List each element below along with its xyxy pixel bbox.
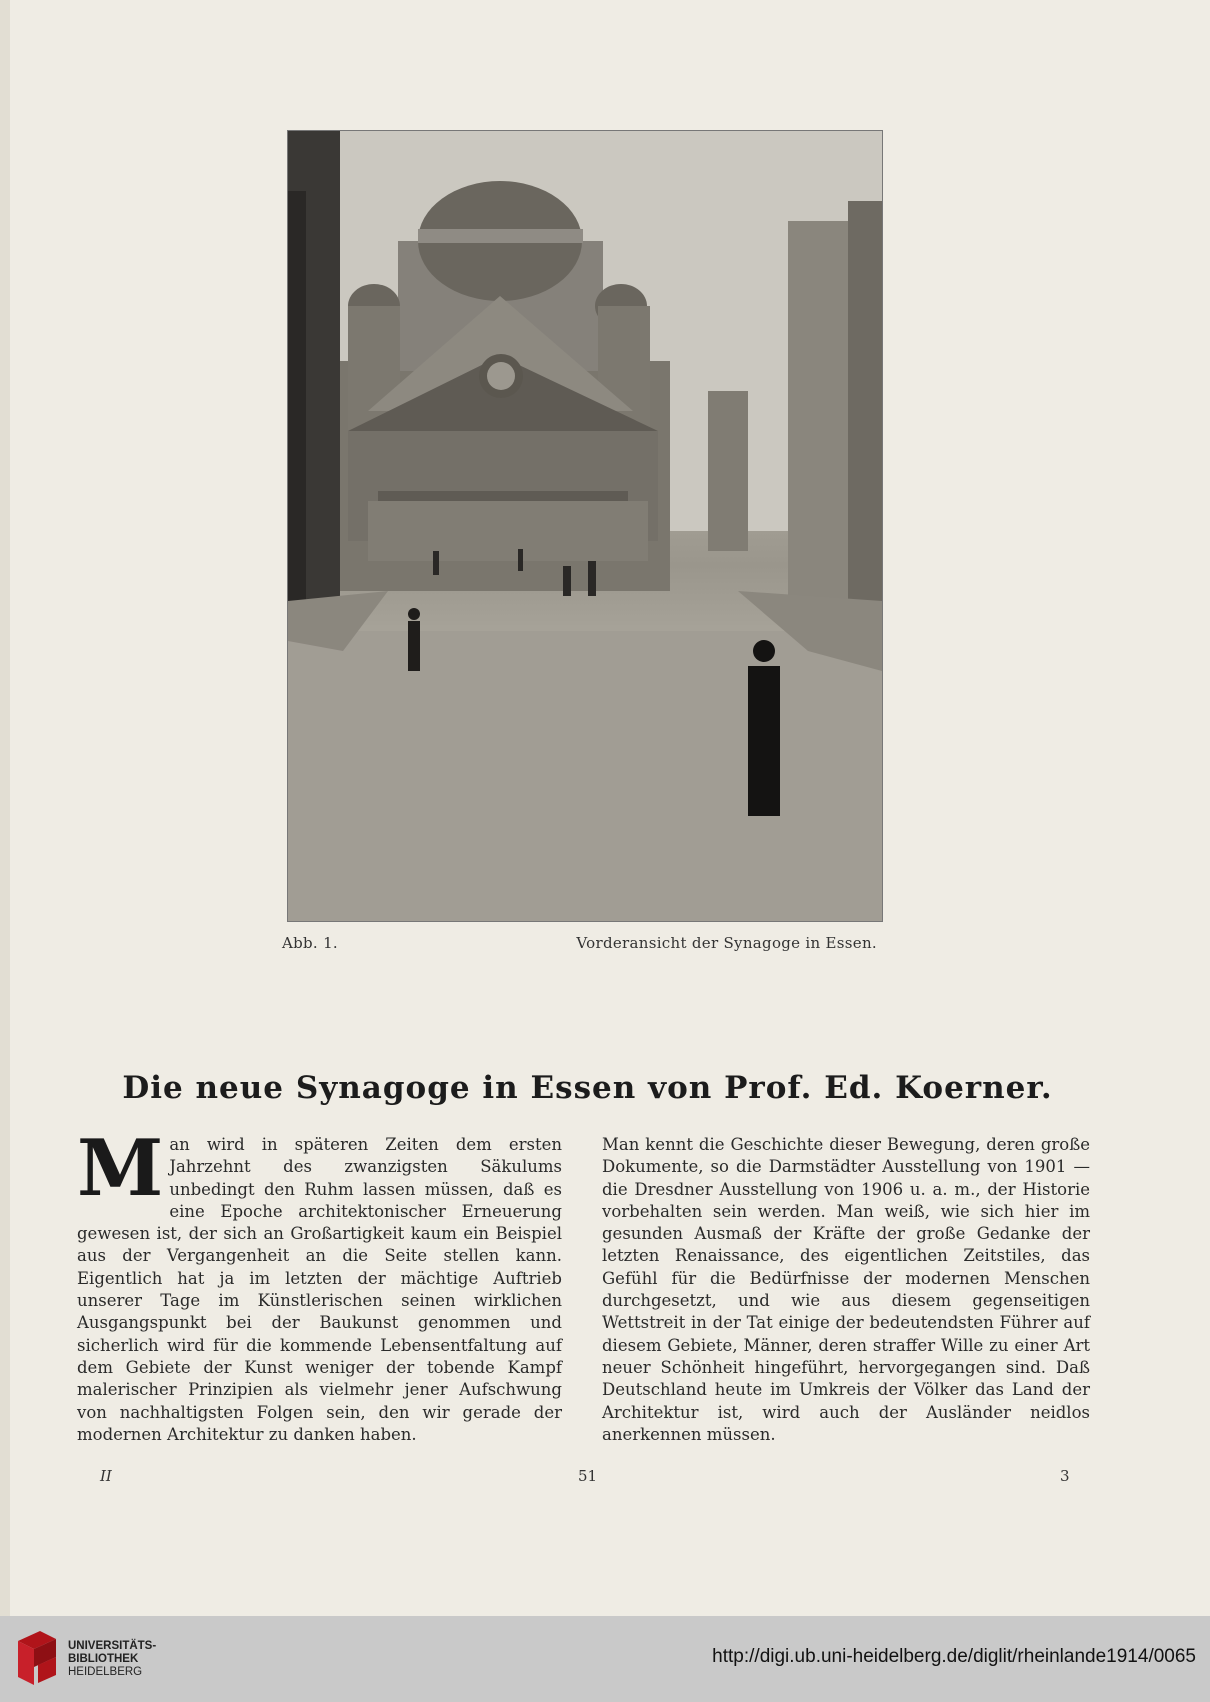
library-line-2: BIBLIOTHEK	[68, 1653, 139, 1665]
viewer-footer	[0, 1616, 1210, 1702]
page-number: 51	[578, 1467, 598, 1485]
sheet-number: 3	[1060, 1467, 1070, 1485]
library-line-1: UNIVERSITÄTS-	[68, 1640, 157, 1652]
figure-caption: Vorderansicht der Synagoge in Essen.	[576, 934, 877, 952]
page-edge	[0, 0, 10, 1616]
right-column-text: Man kennt die Geschichte dieser Bewegung, deren große Dokumente, so die Darmstädter Ausstellung von 1901 — die Dresdner Ausstellung von 1906 u. a. m., der Historie vorbehalten sein werden. Man weiß, wie sich hier im gesunden Ausmaß der Kräfte der große Gedanke der letzten Renaissance, des eigentlichen Zeitstiles, das Gefühl für die Bedürfnisse der modernen Menschen durchgesetzt, und wie aus diesem gegenseitigen Wettstreit in der Tat einige der bedeutendsten Führer auf diesem Gebiete, Männer, deren straffer Wille zu einer Art neuer Schönheit hingeführt, hervorgegangen sind. Daß Deutschland heute im Umkreis der Völker das Land der Architektur ist, wird auch der Ausländer neidlos anerkennen müssen.	[602, 1135, 1090, 1444]
library-line-3: HEIDELBERG	[68, 1666, 143, 1678]
article-title: Die neue Synagoge in Essen von Prof. Ed. Koerner.	[122, 1070, 1053, 1106]
library-name[interactable]	[68, 1640, 156, 1679]
left-column-text: an wird in späteren Zeiten dem ersten Jahrzehnt des zwanzigsten Säkulums unbedingt den Ruhm lassen müssen, daß es eine Epoche architektonischer Erneuerung gewesen ist, der sich an Großartigkeit kaum ein Beispiel aus der Vergangenheit an die Seite stellen kann. Eigentlich hat ja im letzten der mächtige Auftrieb unserer Tage im Künstlerischen seinen wirklichen Ausgangspunkt bei der Baukunst genommen und sicherlich wird für die kommende Lebensentfaltung auf dem Gebiete der Kunst weniger der tobende Kampf malerischer Prinzipien als vielmehr jener Aufschwung von nachhaltigsten Folgen sein, den wir gerade der modernen Architektur zu danken haben.	[77, 1135, 562, 1444]
permalink-url[interactable]: http://digi.ub.uni-heidelberg.de/diglit/rheinlande1914/0065	[712, 1646, 1196, 1667]
drop-cap: M	[77, 1123, 164, 1214]
synagogue-photo	[287, 130, 883, 922]
signature-mark: II	[100, 1467, 112, 1485]
text-column-left	[77, 1123, 562, 1446]
figure-label: Abb. 1.	[282, 934, 338, 952]
text-column-right	[602, 1134, 1090, 1446]
library-logo-icon[interactable]	[14, 1627, 60, 1689]
